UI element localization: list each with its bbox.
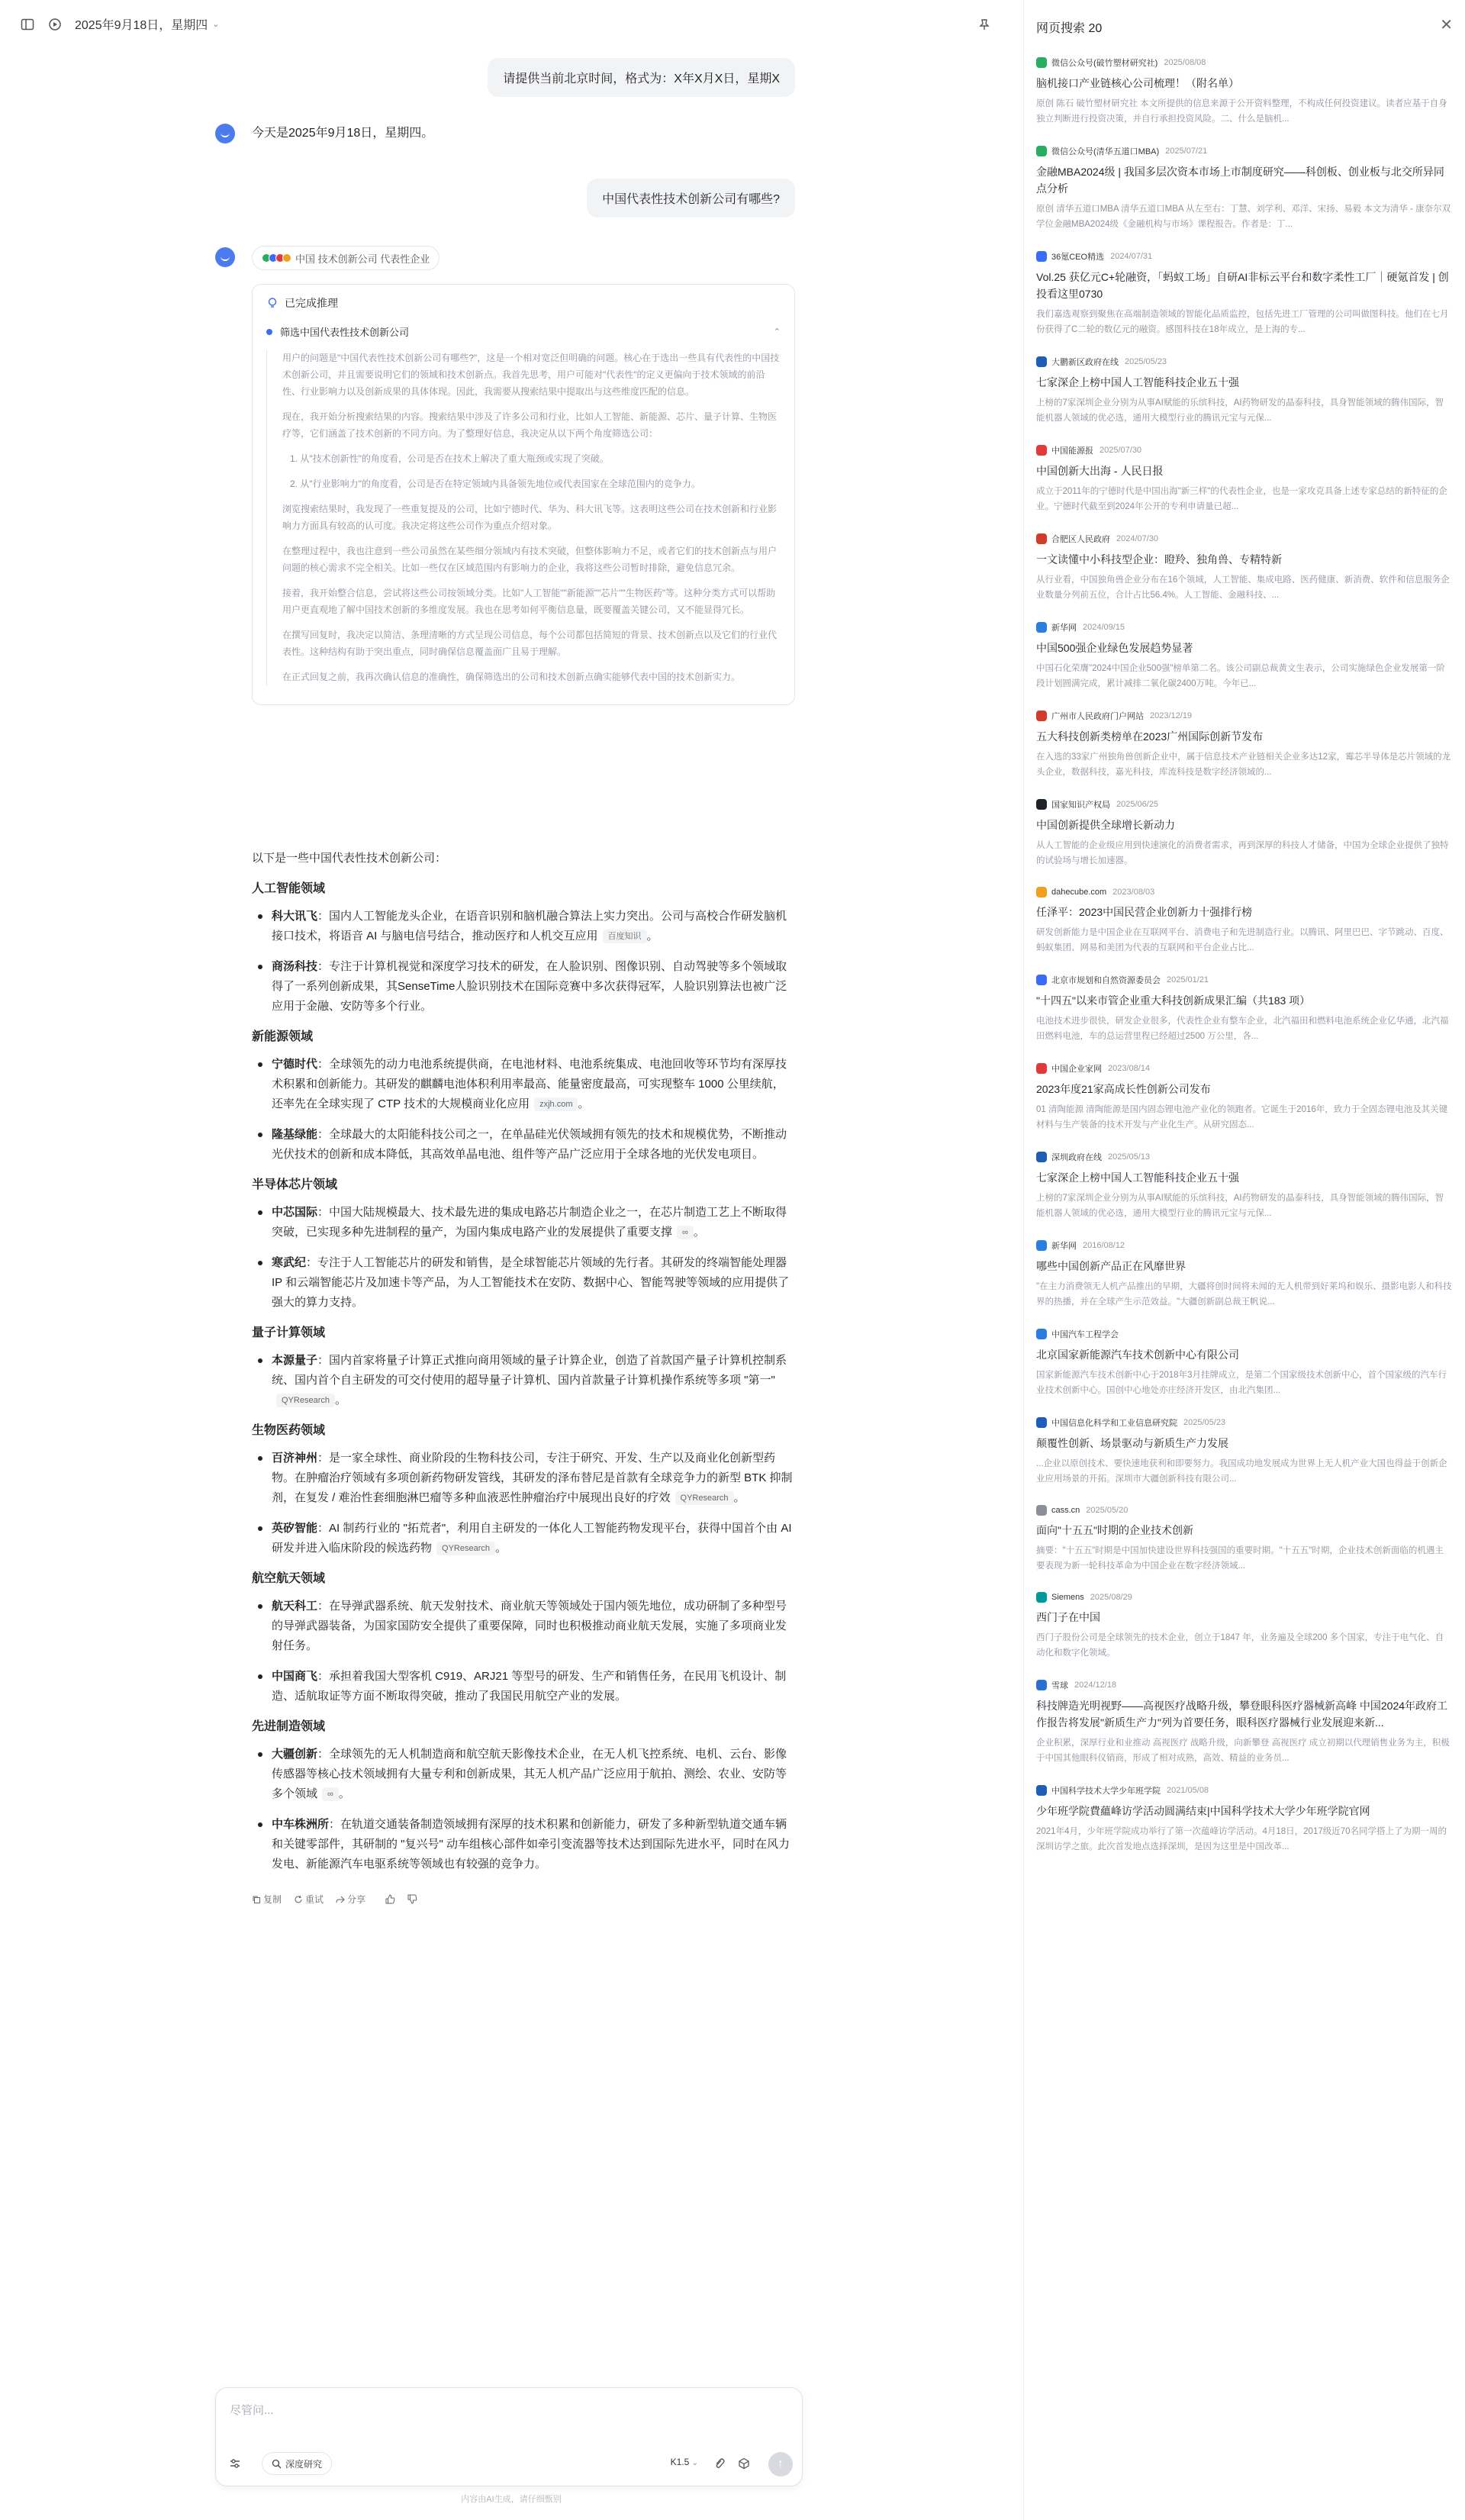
result-date: 2023/12/19 — [1150, 711, 1193, 720]
result-source — [1036, 621, 1452, 633]
result-title[interactable]: 少年班学院費蘊峰访学活动圆满结束|中国科学技术大学少年班学院官网 — [1036, 1805, 1370, 1817]
source-name: 微信公众号(破竹塑材研究社) — [1051, 59, 1158, 68]
result-date: 2024/07/31 — [1110, 252, 1153, 261]
search-result[interactable] — [1036, 1592, 1452, 1661]
citation-tag[interactable]: zxjh.com — [534, 1097, 578, 1111]
result-title[interactable]: 金融MBA2024级 | 我国多层次资本市场上市制度研究——科创板、创业板与北交所异同点分析 — [1036, 166, 1444, 195]
result-title[interactable]: 科技牌造光明视野——高视医疗战略升级，攀登眼科医疗器械新高峰 中国2024年政府工作报告将发展"新质生产力"列为首要任务，眼科医疗器械行业发展迎来新... — [1036, 1700, 1448, 1729]
company-item: 中芯国际：中国大陆规模最大、技术最先进的集成电路芯片制造企业之一，在芯片制造工艺上不断取得突破，已实现多种先进制程的量产，为国内集成电路产业的发展提供了重要支撑 ∞ 。 — [252, 1203, 795, 1242]
result-title[interactable]: "十四五"以来市管企业重大科技创新成果汇编（共183 项） — [1036, 994, 1311, 1007]
source-name: 中国汽车工程学会 — [1051, 1330, 1119, 1339]
section-list — [252, 1203, 795, 1313]
source-name: Siemens — [1051, 1593, 1084, 1602]
assistant-avatar — [215, 247, 235, 267]
share-icon — [336, 1895, 345, 1904]
result-source — [1036, 444, 1452, 456]
search-result[interactable] — [1036, 1679, 1452, 1766]
company-name: 隆基绿能 — [272, 1128, 318, 1141]
result-source — [1036, 1151, 1452, 1163]
result-date: 2025/05/20 — [1086, 1506, 1129, 1515]
company-name: 中车株洲所 — [272, 1818, 330, 1831]
result-snippet: 从行业看，中国独角兽企业分布在16个领域，人工智能、集成电路、医药健康、新消费、软件和信息服务企业数量分列前五位，合计占比56.4%。人工智能、金融科技、... — [1036, 575, 1450, 600]
citation-tag[interactable]: ∞ — [677, 1226, 694, 1239]
site-favicon-icon — [1036, 445, 1047, 456]
source-name: 新华网 — [1051, 1242, 1077, 1251]
company-description: ：全球领先的动力电池系统提供商，在电池材料、电池系统集成、电池回收等环节均有深厚技术积累和创新能力。其研发的麒麟电池体积利用率最高、能量密度最高，可实现整车 1000 公里续航，还率先在全球实现了 CTP 技术的大规模商业化应用 — [272, 1058, 787, 1110]
search-result[interactable] — [1036, 798, 1452, 868]
result-title[interactable]: 哪些中国创新产品正在风靡世界 — [1036, 1260, 1186, 1272]
user-message: 中国代表性技术创新公司有哪些? — [587, 179, 795, 218]
result-date: 2025/07/21 — [1165, 147, 1208, 156]
reasoning-paragraph: 接着，我开始整合信息，尝试将这些公司按领域分类。比如"人工智能""新能源""芯片""生物医药"等。这种分类方式可以帮助用户更直观地了解中国技术创新的多维度发展。我也在思考如何平衡信息量，既要覆盖关键公司，又不能显得冗长。 — [282, 588, 776, 615]
search-result[interactable] — [1036, 1062, 1452, 1133]
message-actions — [252, 1893, 417, 1906]
retry-button[interactable] — [294, 1893, 324, 1906]
result-title[interactable]: 七家深企上榜中国人工智能科技企业五十强 — [1036, 376, 1239, 388]
site-favicon-icon — [1036, 1417, 1047, 1428]
site-favicon-icon — [1036, 356, 1047, 367]
company-description: ：在导弹武器系统、航天发射技术、商业航天等领域处于国内领先地位，成功研制了多种型号的导弹武器装备，为国家国防安全提供了重要保障，同时也积极推动商业航天发展，实施了多项商业发射任务。 — [272, 1600, 787, 1652]
result-title[interactable]: 2023年度21家高成长性创新公司发布 — [1036, 1083, 1211, 1095]
company-item — [252, 1253, 795, 1313]
search-result[interactable] — [1036, 56, 1452, 127]
company-description: ：专注于人工智能芯片的研发和销售，是全球智能芯片领域的先行者。其研发的终端智能处理器 IP 和云端智能芯片及加速卡等产品，为人工智能技术在安防、数据中心、智能驾驶等领域的应用提供了强大的算力支持。 — [272, 1256, 790, 1309]
result-date: 2024/12/18 — [1074, 1681, 1117, 1690]
result-snippet: 在入选的33家广州独角兽创新企业中，属于信息技术产业链相关企业多达12家，霉芯半导体是芯片领域的龙头企业，数据科技，嘉光科技，库流科技是数字经济领域的... — [1036, 752, 1451, 777]
site-favicon-icon — [1036, 887, 1047, 897]
message-input[interactable]: 尽管问... — [230, 2404, 274, 2417]
result-snippet: 西门子股份公司是全球领先的技术企业，创立于1847 年，业务遍及全球200 多个国家，专注于电气化、自动化和数字化领域。 — [1036, 1633, 1444, 1658]
site-favicon-icon — [1036, 1329, 1047, 1339]
company-name: 宁德时代 — [272, 1058, 318, 1071]
company-name: 航天科工 — [272, 1600, 318, 1613]
company-item: 大疆创新：全球领先的无人机制造商和航空航天影像技术企业，在无人机飞控系统、电机、云台、影像传感器等核心技术领域拥有大量专利和创新成果，其无人机产品广泛应用于航拍、测绘、农业、安防等多个领域 ∞ 。 — [252, 1745, 795, 1804]
search-result[interactable] — [1036, 533, 1452, 603]
result-title[interactable]: 中国500强企业绿色发展趋势显著 — [1036, 642, 1193, 654]
result-title[interactable]: 西门子在中国 — [1036, 1611, 1100, 1623]
result-source — [1036, 356, 1452, 368]
section-heading: 先进制造领域 — [252, 1720, 326, 1733]
send-button[interactable] — [768, 2452, 793, 2476]
result-source — [1036, 1592, 1452, 1603]
new-chat-icon[interactable] — [44, 14, 66, 35]
company-name: 大疆创新 — [272, 1748, 318, 1761]
result-date: 2025/08/08 — [1164, 58, 1206, 67]
site-favicon-icon — [1036, 1680, 1047, 1690]
result-title[interactable]: 七家深企上榜中国人工智能科技企业五十强 — [1036, 1171, 1239, 1184]
company-description: ：专注于计算机视觉和深度学习技术的研发，在人脸识别、图像识别、自动驾驶等多个领域取得了一系列创新成果，其SenseTime人脸识别技术在国际竞赛中多次获得冠军，人脸识别算法也被广泛应用于金融、安防等多个行业。 — [272, 960, 787, 1013]
result-title[interactable]: 一文读懂中小科技型企业：瞪羚、独角兽、专精特新 — [1036, 553, 1282, 566]
site-favicon-icon — [1036, 533, 1047, 544]
site-favicon-icon — [1036, 622, 1047, 633]
section-heading: 人工智能领域 — [252, 882, 326, 895]
search-result[interactable] — [1036, 1784, 1452, 1855]
result-title[interactable]: 面向"十五五"时期的企业技术创新 — [1036, 1524, 1193, 1536]
assistant-avatar — [215, 124, 235, 143]
result-source — [1036, 1784, 1452, 1797]
model-selector[interactable] — [671, 2457, 698, 2467]
result-title[interactable]: 北京国家新能源汽车技术创新中心有限公司 — [1036, 1349, 1239, 1361]
source-name: 36氪CEO精选 — [1051, 253, 1105, 262]
model-name: K1.5 — [670, 2457, 690, 2467]
company-item — [252, 1597, 795, 1656]
result-date: 2023/08/03 — [1112, 888, 1155, 897]
result-snippet: ...企业以原创技术、要快速地获利和即要努力。我国成功地发展成为世界上无人机产业大国也得益于创新企业应用场景的开拓。深圳市大疆创新科技有限公司... — [1036, 1459, 1447, 1484]
chat-title: 2025年9月18日，星期四 — [75, 19, 208, 32]
result-date: 2025/05/23 — [1125, 357, 1167, 366]
search-result[interactable] — [1036, 145, 1452, 232]
result-snippet: 从人工智能的企业级应用到快速演化的消费者需求，再到深厚的科技人才储备，中国为全球企业提供了独特的试验场与增长加速器。 — [1036, 841, 1449, 865]
citation-tag[interactable]: QYResearch — [276, 1394, 335, 1407]
answer-sections — [252, 879, 795, 1874]
reasoning-paragraph: 2. 从"行业影响力"的角度看，公司是否在特定领域内具备领先地位或代表国家在全球范围内的竞争力。 — [290, 479, 700, 489]
section-list — [252, 1745, 795, 1874]
result-date: 2021/05/08 — [1167, 1786, 1209, 1795]
copy-label: 复制 — [263, 1894, 282, 1905]
reasoning-paragraph: 在撰写回复时，我决定以简洁、条理清晰的方式呈现公司信息，每个公司都包括简短的背景、技术创新点以及它们的行业代表性。这种结构有助于突出重点，同时确保信息覆盖面广且易于理解。 — [282, 630, 778, 657]
company-item: 本源量子：国内首家将量子计算正式推向商用领域的量子计算企业，创造了首款国产量子计算机控制系统、国内首个自主研发的可交付使用的超导量子计算机、国内首款量子计算机操作系统等多项 "第一"QYResearch 。 — [252, 1351, 795, 1410]
search-panel-title: 网页搜索 20 — [1036, 22, 1103, 35]
answer-body — [252, 849, 795, 1885]
company-item — [252, 957, 795, 1017]
company-item — [252, 1667, 795, 1706]
assistant-message: 今天是2025年9月18日，星期四。 — [252, 127, 434, 140]
result-snippet: 上榜的7家深圳企业分别为从事AI赋能的乐缤科技，AI药物研发的晶泰科技，具身智能领域的腾伟国际，智能机器人领域的优必选，通用大模型行业的腾讯元宝与元保... — [1036, 398, 1444, 423]
section-list — [252, 1351, 795, 1410]
company-name: 本源量子 — [272, 1354, 318, 1367]
step-dot-icon — [266, 329, 272, 335]
share-label: 分享 — [347, 1894, 366, 1905]
result-snippet: 摘要："十五五"时期是中国加快建设世界科技强国的重要时期。"十五五"时期，企业技术创新面临的机遇主要表现为新一轮科技革命为中国企业在数字经济领域... — [1036, 1546, 1444, 1571]
result-date: 2025/08/29 — [1090, 1593, 1132, 1602]
source-name: cass.cn — [1051, 1506, 1080, 1515]
site-favicon-icon — [1036, 57, 1047, 68]
search-result[interactable] — [1036, 621, 1452, 691]
section-heading: 量子计算领域 — [252, 1326, 326, 1339]
chevron-down-icon: ⌄ — [212, 20, 220, 29]
company-item: 宁德时代：全球领先的动力电池系统提供商，在电池材料、电池系统集成、电池回收等环节均有深厚技术积累和创新能力。其研发的麒麟电池体积利用率最高、能量密度最高，可实现整车 1000 公里续航，还率先在全球实现了 CTP 技术的大规模商业化应用 zxjh.com 。 — [252, 1055, 795, 1114]
search-result[interactable] — [1036, 356, 1452, 426]
close-icon[interactable]: ✕ — [1440, 17, 1453, 34]
search-result[interactable] — [1036, 1328, 1452, 1398]
result-date: 2024/07/30 — [1116, 534, 1159, 543]
result-date: 2023/08/14 — [1108, 1064, 1151, 1073]
site-favicon-icon — [1036, 1063, 1047, 1074]
research-icon — [272, 2459, 282, 2469]
chevron-down-icon: ⌄ — [691, 2459, 698, 2467]
result-source — [1036, 974, 1452, 986]
search-result[interactable] — [1036, 710, 1452, 780]
reasoning-text — [266, 350, 781, 685]
section-list — [252, 1597, 795, 1706]
search-results-panel — [1023, 0, 1465, 2520]
source-name: 广州市人民政府门户网站 — [1051, 712, 1144, 721]
result-snippet: "在主力消费领无人机产品推出的早期，大疆将创时间将未闻的无人机带到好莱坞和娱乐、摄影电影人和科技界的热播，并在全球产生示范效益。"大疆创新副总裁王帆说... — [1036, 1282, 1452, 1307]
sidebar-toggle-icon[interactable] — [17, 14, 38, 35]
result-source — [1036, 1505, 1452, 1516]
source-name: 中国企业家网 — [1051, 1065, 1102, 1074]
result-snippet: 电池技术进步很快，研发企业很多，代表性企业有整车企业，北汽福田和燃料电池系统企业亿华通，北汽福田燃料电池，车的总运营里程已经超过2500 万公里，各... — [1036, 1017, 1449, 1041]
section-heading: 半导体芯片领域 — [252, 1178, 338, 1191]
result-source — [1036, 533, 1452, 545]
thumbs-down-icon[interactable] — [407, 1894, 417, 1904]
result-source — [1036, 1239, 1452, 1252]
result-snippet: 原创 清华五道口MBA 清华五道口MBA 从左至右：丁慧、刘学利、邓洋、宋扬、易毅 本文为清华 - 康奈尔双学位金融MBA2024级《金融机构与市场》课程报告。作者是：丁... — [1036, 205, 1451, 229]
reasoning-paragraph: 浏览搜索结果时，我发现了一些重复提及的公司，比如宁德时代、华为、科大讯飞等。这表明这些公司在技术创新和行业影响力方面具有较高的认可度。我决定将这些公司作为重点介绍对象。 — [282, 504, 778, 531]
answer-intro: 以下是一些中国代表性技术创新公司： — [252, 852, 447, 865]
company-item — [252, 1815, 795, 1874]
pin-icon[interactable] — [974, 14, 995, 35]
result-title[interactable]: 颠覆性创新、场景驱动与新质生产力发展 — [1036, 1437, 1228, 1449]
result-title[interactable]: 五大科技创新类榜单在2023广州国际创新节发布 — [1036, 730, 1264, 743]
company-description: ：中国大陆规模最大、技术最先进的集成电路芯片制造企业之一，在芯片制造工艺上不断取得突破，已实现多种先进制程的量产，为国内集成电路产业的发展提供了重要支撑 — [272, 1206, 787, 1239]
result-source — [1036, 887, 1452, 897]
search-result[interactable] — [1036, 887, 1452, 955]
company-name: 寒武纪 — [272, 1256, 307, 1269]
search-result[interactable] — [1036, 1416, 1452, 1487]
refresh-icon — [294, 1895, 303, 1904]
conversation — [215, 0, 795, 2366]
section-list — [252, 907, 795, 1017]
result-snippet: 我们嘉选观察到聚焦在高端制造领域的智能化品质监控，包括先进工厂管理的公司叫做图科技。他们在七月份获得了C二轮的数亿元的融资。感图科技在18年成立，是上海的专... — [1036, 310, 1449, 334]
company-name: 科大讯飞 — [272, 910, 318, 923]
site-favicon-icon — [1036, 975, 1047, 985]
site-favicon-icon — [1036, 251, 1047, 262]
company-item — [252, 1125, 795, 1165]
reasoning-step-title: 筛选中国代表性技术创新公司 — [280, 327, 410, 338]
source-name: 微信公众号(清华五道口MBA) — [1051, 147, 1160, 156]
message-composer — [215, 2387, 803, 2486]
company-description: ：全球领先的无人机制造商和航空航天影像技术企业，在无人机飞控系统、电机、云台、影像传感器等核心技术领域拥有大量专利和创新成果，其无人机产品广泛应用于航拍、测绘、农业、安防等多个领域 — [272, 1748, 787, 1800]
search-results-list — [1036, 56, 1452, 1873]
company-description: ：是一家全球性、商业阶段的生物科技公司，专注于研究、开发、生产以及商业化创新型药物。在肿瘤治疗领域有多项创新药物研发管线，其研发的泽布替尼是首款有全球竞争力的新型 BTK 抑制剂，在复发 / 难治性套细胞淋巴瘤等多种血液恶性肿瘤治疗中展现出良好的疗效 — [272, 1452, 793, 1504]
source-name: 合肥区人民政府 — [1051, 535, 1110, 544]
company-name: 中国商飞 — [272, 1670, 318, 1683]
result-snippet: 原创 陈石 破竹塑材研究社 本文所提供的信息来源于公开资料整理，不构成任何投资建议。读者应基于自身独立判断进行投资决策，并自行承担投资风险。二、什么是脑机... — [1036, 99, 1447, 124]
result-source — [1036, 1328, 1452, 1340]
search-result[interactable] — [1036, 1151, 1452, 1221]
source-name: 中国信息化科学和工业信息研究院 — [1051, 1419, 1177, 1428]
search-result[interactable] — [1036, 250, 1452, 337]
company-name: 百济神州 — [272, 1452, 318, 1465]
reasoning-paragraph: 用户的问题是"中国代表性技术创新公司有哪些?"，这是一个相对宽泛但明确的问题。核心在于选出一些具有代表性的中国技术创新公司，并且需要说明它们的领域和技术创新点。我首先思考，用户可能对"代表性"的定义更偏向于技术领域的前沿性、行业影响力以及创新成果的具体体现。因此，我需要从搜索结果中提取出与这些维度匹配的信息。 — [282, 353, 780, 397]
result-source — [1036, 145, 1452, 157]
site-favicon-icon — [1036, 1785, 1047, 1796]
search-sources-chip[interactable] — [252, 246, 440, 270]
site-favicon-icon — [1036, 1505, 1047, 1516]
reasoning-paragraph: 现在，我开始分析搜索结果的内容。搜索结果中涉及了许多公司和行业，比如人工智能、新能源、芯片、量子计算、生物医疗等，它们涵盖了技术创新的不同方向。为了整理好信息，我决定从以下两个角度筛选公司： — [282, 411, 778, 439]
deep-research-label: 深度研究 — [285, 2458, 323, 2470]
result-source — [1036, 1679, 1452, 1691]
section-heading: 航空航天领域 — [252, 1572, 326, 1585]
result-snippet: 上榜的7家深圳企业分别为从事AI赋能的乐缤科技，AI药物研发的晶泰科技，具身智能领域的腾伟国际，智能机器人领域的优必选，通用大模型行业的腾讯元宝与元保... — [1036, 1194, 1444, 1218]
site-favicon-icon — [1036, 1240, 1047, 1251]
company-description: ：国内首家将量子计算正式推向商用领域的量子计算企业，创造了首款国产量子计算机控制系统、国内首个自主研发的可交付使用的超导量子计算机、国内首款量子计算机操作系统等多项 "第一" — [272, 1354, 787, 1387]
result-snippet: 2021年4月，少年班学院成功举行了第一次蕴峰访学活动。4月18日，2017级近70名同学搭上了为期一周的深圳访学之旅。此次首发地点选择深圳，是因为这里是中国改革... — [1036, 1827, 1447, 1851]
section-heading: 生物医药领域 — [252, 1424, 326, 1437]
attachment-icon[interactable] — [713, 2457, 726, 2473]
company-description: ：承担着我国大型客机 C919、ARJ21 等型号的研发、生产和销售任务，在民用飞机设计、制造、适航取证等方面不断取得突破，推动了我国民用航空产业的发展。 — [272, 1670, 787, 1703]
result-date: 2025/06/25 — [1116, 800, 1159, 809]
arrow-up-icon: ↑ — [778, 2457, 784, 2470]
result-date: 2016/08/12 — [1083, 1241, 1125, 1250]
lightbulb-icon — [266, 297, 279, 309]
source-name: 大鹏新区政府在线 — [1051, 358, 1119, 367]
reasoning-header[interactable] — [266, 295, 781, 311]
result-date: 2025/05/23 — [1183, 1418, 1226, 1427]
result-snippet: 成立于2011年的宁德时代是中国出海"新三样"的代表性企业，也是一家攻克具备上述专家总结的新特征的企业。宁德时代截至到2024年公开的专利申请量已超... — [1036, 487, 1447, 511]
citation-tag[interactable]: QYResearch — [436, 1542, 495, 1555]
company-description: ：全球最大的太阳能科技公司之一，在单晶硅光伏领域拥有领先的技术和规模优势，不断推动光伏技术的创新和成本降低，其高效单晶电池、组件等产品广泛应用于全球各地的光伏发电项目。 — [272, 1128, 787, 1161]
result-title[interactable]: 脑机接口产业链核心公司梳理！（附名单） — [1036, 77, 1239, 89]
site-favicon-icon — [1036, 146, 1047, 156]
source-name: dahecube.com — [1051, 888, 1107, 897]
result-title[interactable]: 中国创新大出海 - 人民日报 — [1036, 465, 1164, 477]
company-description: ：国内人工智能龙头企业，在语音识别和脑机融合算法上实力突出。公司与高校合作研发脑机接口技术，将语音 AI 与脑电信号结合，推动医疗和人机交互应用 — [272, 910, 787, 943]
company-item: 科大讯飞：国内人工智能龙头企业，在语音识别和脑机融合算法上实力突出。公司与高校合作研发脑机接口技术，将语音 AI 与脑电信号结合，推动医疗和人机交互应用 百度知识 。 — [252, 907, 795, 946]
result-source — [1036, 56, 1452, 69]
reasoning-step[interactable] — [266, 324, 781, 339]
reasoning-panel — [252, 284, 795, 705]
source-name: 深圳政府在线 — [1051, 1153, 1102, 1162]
search-result[interactable] — [1036, 974, 1452, 1044]
company-name: 商汤科技 — [272, 960, 318, 973]
ai-disclaimer: 内容由AI生成，请仔细甄别 — [461, 2495, 562, 2504]
deep-research-toggle[interactable] — [262, 2452, 332, 2475]
section-list — [252, 1449, 795, 1558]
result-title[interactable]: 任泽平：2023中国民营企业创新力十强排行榜 — [1036, 906, 1253, 918]
result-snippet: 01 清陶能源 清陶能源是国内固态锂电池产业化的领跑者。它诞生于2016年，致力于全固态锂电池及其关键材料与生产装备的技术开发与产业化生产。从研究固态... — [1036, 1105, 1448, 1129]
result-date: 2025/05/13 — [1108, 1152, 1151, 1162]
company-name: 中芯国际 — [272, 1206, 318, 1219]
company-description: ：在轨道交通装备制造领域拥有深厚的技术积累和创新能力，研发了多种新型轨道交通车辆和关键零部件，其研制的 "复兴号" 动车组核心部件如牵引变流器等技术达到国际先进水平，同时在风力发电、新能源汽车电驱系统等领域也有较强的竞争力。 — [272, 1818, 790, 1871]
result-source — [1036, 1416, 1452, 1429]
citation-tag[interactable]: ∞ — [322, 1787, 339, 1801]
search-result[interactable] — [1036, 444, 1452, 514]
search-result[interactable] — [1036, 1239, 1452, 1310]
result-title[interactable]: Vol.25 获亿元C+轮融资，「蚂蚁工场」自研AI非标云平台和数字柔性工厂｜硬氪首发 | 创投看这里0730 — [1036, 271, 1449, 300]
chevron-up-icon: ⌃ — [773, 327, 781, 337]
company-description: ：AI 制药行业的 "拓荒者"，利用自主研发的一体化人工智能药物发现平台，获得中国首个由 AI 研发并进入临床阶段的候选药物 — [272, 1522, 792, 1555]
site-favicon-icon — [1036, 1592, 1047, 1603]
result-date: 2024/09/15 — [1083, 623, 1125, 632]
source-favicons — [262, 253, 289, 263]
result-snippet: 企业积累，深厚行业和业推动 高视医疗 战略升级，向新攀登 高视医疗 成立初期以代理销售业务为主，积极于中国其他眼科仪销商，形成了相对成熟，高效、精益的业务员... — [1036, 1739, 1450, 1763]
thumbs-up-icon[interactable] — [385, 1894, 395, 1904]
result-source — [1036, 798, 1452, 810]
citation-tag[interactable]: QYResearch — [675, 1491, 734, 1505]
composer-toolbar — [225, 2452, 793, 2476]
retry-label: 重试 — [305, 1894, 324, 1905]
reasoning-paragraph: 在正式回复之前，我再次确认信息的准确性，确保筛选出的公司和技术创新点确实能够代表中国的技术创新实力。 — [282, 672, 741, 682]
result-date: 2025/07/30 — [1100, 446, 1142, 455]
source-name: 雪球 — [1051, 1681, 1068, 1690]
source-name: 国家知识产权局 — [1051, 801, 1110, 810]
source-name: 北京市规划和自然资源委员会 — [1051, 976, 1161, 985]
source-name: 中国能源报 — [1051, 446, 1093, 456]
site-favicon-icon — [1036, 711, 1047, 721]
user-message: 请提供当前北京时间，格式为：X年X月X日，星期X — [488, 58, 795, 97]
result-date: 2025/01/21 — [1167, 975, 1209, 984]
search-query-label: 中国 技术创新公司 代表性企业 — [295, 253, 430, 265]
copy-button[interactable] — [252, 1893, 282, 1906]
section-heading: 新能源领域 — [252, 1030, 314, 1043]
chat-title-dropdown[interactable] — [75, 15, 220, 33]
source-name: 中国科学技术大学少年班学院 — [1051, 1787, 1161, 1796]
site-favicon-icon — [1036, 799, 1047, 810]
site-favicon-icon — [1036, 1152, 1047, 1162]
reasoning-status: 已完成推理 — [285, 297, 338, 309]
result-title[interactable]: 中国创新提供全球增长新动力 — [1036, 819, 1175, 831]
copy-icon — [252, 1895, 261, 1904]
result-snippet: 研发创新能力是中国企业在互联网平台、消费电子和先进制造行业。以腾讯、阿里巴巴、字节跳动、百度、蚂蚁集团、网易和美团为代表的互联网和平台企业占比... — [1036, 928, 1449, 952]
company-item: 英矽智能：AI 制药行业的 "拓荒者"，利用自主研发的一体化人工智能药物发现平台，获得中国首个由 AI 研发并进入临床阶段的候选药物 QYResearch 。 — [252, 1519, 795, 1558]
result-snippet: 中国石化荣膺"2024中国企业500强"榜单第二名。该公司副总裁黄文生表示，公司实施绿色企业发展第一阶段计划圆满完成，累计减排二氧化碳2400万吨。今年已... — [1036, 664, 1445, 688]
reasoning-paragraph: 在整理过程中，我也注意到一些公司虽然在某些细分领域内有技术突破，但整体影响力不足，或者它们的技术创新点与用户问题的核心需求不完全相关。比如一些仅在区域范围内有影响力的企业，我将这些公司暂时排除，避免信息冗余。 — [282, 546, 778, 573]
share-button[interactable] — [336, 1893, 365, 1906]
tools-icon[interactable] — [228, 2457, 242, 2474]
reasoning-paragraph: 1. 从"技术创新性"的角度看，公司是否在技术上解决了重大瓶颈或实现了突破。 — [290, 453, 609, 464]
result-source — [1036, 250, 1452, 263]
citation-tag[interactable]: 百度知识 — [603, 930, 647, 943]
source-name: 新华网 — [1051, 624, 1077, 633]
section-list — [252, 1055, 795, 1165]
cube-icon[interactable] — [738, 2457, 750, 2473]
search-result[interactable] — [1036, 1505, 1452, 1574]
result-source — [1036, 1062, 1452, 1075]
result-source — [1036, 710, 1452, 722]
result-snippet: 国家新能源汽车技术创新中心于2018年3月挂牌成立，是第二个国家级技术创新中心，首个国家级的汽车行业技术创新中心。国创中心地处亦庄经济开发区，由北汽集团... — [1036, 1371, 1447, 1395]
company-name: 英矽智能 — [272, 1522, 318, 1535]
company-item: 百济神州：是一家全球性、商业阶段的生物科技公司，专注于研究、开发、生产以及商业化创新型药物。在肿瘤治疗领域有多项创新药物研发管线，其研发的泽布替尼是首款有全球竞争力的新型 BTK 抑制剂，在复发 / 难治性套细胞淋巴瘤等多种血液恶性肿瘤治疗中展现出良好的疗效 QYResearch 。 — [252, 1449, 795, 1508]
